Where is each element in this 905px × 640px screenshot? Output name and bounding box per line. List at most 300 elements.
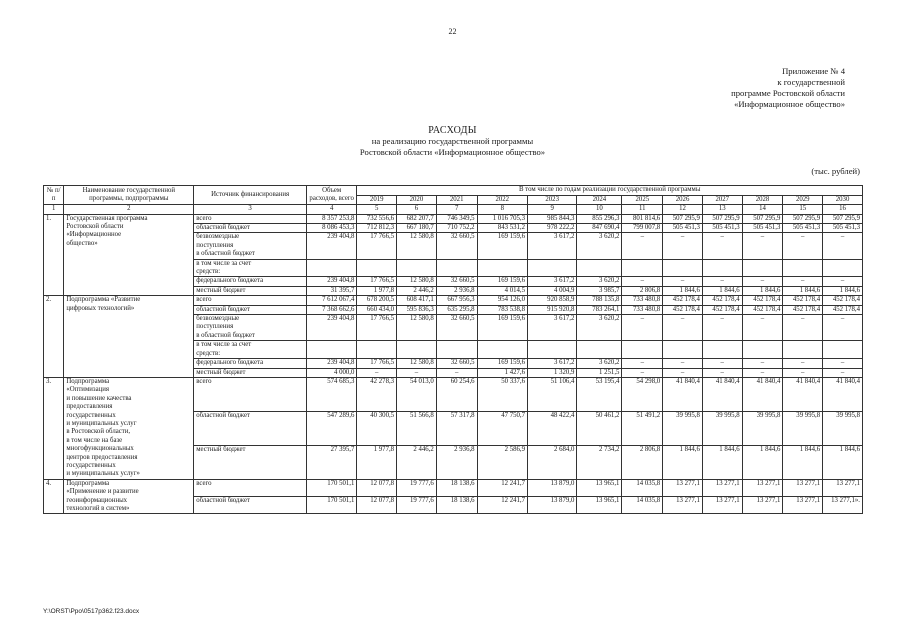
total-value: 8 357 253,8 — [306, 214, 356, 223]
year-value: 32 660,5 — [436, 233, 477, 259]
year-value: 12 077,8 — [357, 497, 397, 514]
year-value: 843 531,2 — [477, 224, 527, 233]
header-year: 2030 — [823, 195, 863, 205]
year-value: 13 277,1 — [742, 479, 783, 496]
year-value: 855 296,3 — [577, 214, 622, 223]
year-value: 1 844,6 — [663, 286, 703, 295]
file-path-footer: Y:\ORST\Ppo\0517p362.f23.docx — [43, 608, 140, 615]
year-value — [397, 341, 437, 359]
year-value: – — [663, 359, 703, 368]
year-value: 505 451,3 — [663, 224, 703, 233]
year-value: 682 207,7 — [397, 214, 437, 223]
year-value: 17 766,5 — [357, 277, 397, 286]
year-value: 1 977,8 — [357, 445, 397, 479]
year-value: 48 422,4 — [528, 411, 577, 445]
year-value: 13 277,1 — [742, 497, 783, 514]
year-value: 17 766,5 — [357, 315, 397, 341]
header-year: 2025 — [622, 195, 663, 205]
row-number: 1. — [44, 214, 64, 296]
year-value: 2 806,8 — [622, 286, 663, 295]
year-value: 1 427,6 — [477, 368, 527, 377]
document-subtitle: Ростовской области «Информационное общество» — [359, 147, 546, 157]
year-value: 978 222,2 — [528, 224, 577, 233]
year-value: 507 295,9 — [783, 214, 823, 223]
year-value: 4 014,5 — [477, 286, 527, 295]
header-years-group: В том числе по годам реализации государственной программы — [357, 186, 863, 196]
year-value: 18 138,6 — [436, 479, 477, 496]
year-value: 507 295,9 — [702, 214, 742, 223]
header-row — [44, 186, 863, 196]
column-index: 9 — [528, 205, 577, 214]
year-value: 12 580,8 — [397, 277, 437, 286]
year-value: 41 840,4 — [742, 377, 783, 411]
year-value: 1 844,6 — [702, 286, 742, 295]
year-value: 660 434,0 — [357, 305, 397, 314]
year-value: – — [663, 315, 703, 341]
year-value: – — [783, 368, 823, 377]
year-value: 2 806,8 — [622, 445, 663, 479]
year-value: 1 251,5 — [577, 368, 622, 377]
year-value: 452 178,4 — [702, 296, 742, 305]
year-value: 39 995,8 — [823, 411, 863, 445]
header-source: Источник финансирования — [194, 186, 307, 205]
year-value: – — [622, 368, 663, 377]
funding-source: местный бюджет — [194, 286, 307, 295]
year-value — [823, 259, 863, 277]
year-value: 505 451,3 — [823, 224, 863, 233]
program-name: Государственная программа Ростовской области «Информационное общество» — [64, 214, 194, 296]
year-value: 18 138,6 — [436, 497, 477, 514]
program-name: Подпрограмма «Развитие цифровых технологий» — [64, 296, 194, 378]
year-value: 13 879,0 — [528, 497, 577, 514]
year-value: 12 580,8 — [397, 315, 437, 341]
header-year: 2029 — [783, 195, 823, 205]
year-value: – — [663, 368, 703, 377]
year-value: 169 159,6 — [477, 233, 527, 259]
year-value: 13 965,1 — [577, 497, 622, 514]
year-value: – — [823, 315, 863, 341]
year-value — [663, 259, 703, 277]
year-value: 13 277,1 — [663, 479, 703, 496]
year-value: 505 451,3 — [783, 224, 823, 233]
table-row — [44, 377, 863, 411]
funding-source: всего — [194, 377, 307, 411]
year-value: – — [702, 359, 742, 368]
year-value: – — [783, 315, 823, 341]
year-value: 783 264,1 — [577, 305, 622, 314]
year-value: 712 812,3 — [357, 224, 397, 233]
year-value: – — [783, 233, 823, 259]
total-value: 8 086 453,3 — [306, 224, 356, 233]
year-value — [783, 341, 823, 359]
year-value: – — [622, 233, 663, 259]
total-value: 239 404,8 — [306, 359, 356, 368]
table-row — [44, 296, 863, 305]
year-value: 920 858,9 — [528, 296, 577, 305]
year-value: 507 295,9 — [663, 214, 703, 223]
year-value: – — [783, 359, 823, 368]
funding-source: местный бюджет — [194, 368, 307, 377]
year-value: 452 178,4 — [823, 305, 863, 314]
year-value: 1 844,6 — [823, 286, 863, 295]
total-value: 239 404,8 — [306, 277, 356, 286]
table-header — [44, 186, 863, 215]
year-value: 32 660,5 — [436, 315, 477, 341]
header-year: 2024 — [577, 195, 622, 205]
year-value: 595 836,3 — [397, 305, 437, 314]
year-value: 4 004,9 — [528, 286, 577, 295]
year-value: 3 620,2 — [577, 315, 622, 341]
year-value — [702, 341, 742, 359]
funding-source: областной бюджет — [194, 497, 307, 514]
year-value — [783, 259, 823, 277]
document-heading — [0, 125, 905, 158]
column-index: 14 — [742, 205, 783, 214]
total-value: 7 368 662,6 — [306, 305, 356, 314]
year-value: 54 298,0 — [622, 377, 663, 411]
year-value: 746 349,5 — [436, 214, 477, 223]
year-value: 452 178,4 — [663, 305, 703, 314]
total-value: 547 289,6 — [306, 411, 356, 445]
table-body — [44, 214, 863, 514]
year-value: 1 844,6 — [702, 445, 742, 479]
year-value: 57 317,8 — [436, 411, 477, 445]
year-value: 13 277,1 — [663, 497, 703, 514]
year-value — [357, 259, 397, 277]
year-value: 41 840,4 — [783, 377, 823, 411]
row-number: 2. — [44, 296, 64, 378]
total-value: 31 395,7 — [306, 286, 356, 295]
year-value — [436, 341, 477, 359]
total-value: 170 501,1 — [306, 497, 356, 514]
year-value: 2 586,9 — [477, 445, 527, 479]
column-index: 10 — [577, 205, 622, 214]
year-value: 13 879,0 — [528, 479, 577, 496]
table-row — [44, 214, 863, 223]
year-value: 169 159,6 — [477, 359, 527, 368]
year-value: 733 480,8 — [622, 305, 663, 314]
total-value: 4 000,0 — [306, 368, 356, 377]
column-index: 3 — [194, 205, 307, 214]
year-value: 608 417,1 — [397, 296, 437, 305]
header-year: 2019 — [357, 195, 397, 205]
header-year: 2026 — [663, 195, 703, 205]
column-index: 6 — [397, 205, 437, 214]
year-value: 667 956,3 — [436, 296, 477, 305]
year-value — [742, 259, 783, 277]
row-number: 3. — [44, 377, 64, 479]
year-value — [577, 341, 622, 359]
year-value: – — [663, 277, 703, 286]
funding-source: федерального бюджета — [194, 277, 307, 286]
header-name: Наименование государственной программы, подпрограммы — [64, 186, 194, 205]
year-value — [397, 259, 437, 277]
year-value: 452 178,4 — [742, 305, 783, 314]
year-value: – — [742, 359, 783, 368]
year-value — [477, 259, 527, 277]
year-value: 1 844,6 — [783, 286, 823, 295]
year-value: 41 840,4 — [663, 377, 703, 411]
year-value: 12 077,8 — [357, 479, 397, 496]
year-value: – — [823, 233, 863, 259]
year-value: 2 734,2 — [577, 445, 622, 479]
total-value — [306, 341, 356, 359]
year-value: 678 200,5 — [357, 296, 397, 305]
year-value: – — [742, 277, 783, 286]
year-value: 3 617,2 — [528, 315, 577, 341]
year-value: – — [436, 368, 477, 377]
year-value: 50 461,2 — [577, 411, 622, 445]
year-value: 505 451,3 — [742, 224, 783, 233]
year-value: 13 965,1 — [577, 479, 622, 496]
year-value: 507 295,9 — [823, 214, 863, 223]
header-total: Объем расходов, всего — [306, 186, 356, 205]
year-value: 452 178,4 — [702, 305, 742, 314]
year-value: 1 844,6 — [663, 445, 703, 479]
year-value: 732 556,6 — [357, 214, 397, 223]
funding-source: всего — [194, 296, 307, 305]
document-subtitle: на реализацию государственной программы — [371, 136, 534, 146]
column-index: 11 — [622, 205, 663, 214]
year-value: 13 277,1 — [823, 479, 863, 496]
year-value: 3 620,2 — [577, 359, 622, 368]
program-name: Подпрограмма «Применение и развитие геоинформационных технологий в систем» — [64, 479, 194, 514]
year-value: 13 277,1 — [783, 497, 823, 514]
year-value: – — [742, 315, 783, 341]
row-number: 4. — [44, 479, 64, 514]
year-value: – — [823, 277, 863, 286]
funding-source: в том числе за счет средств: — [194, 259, 307, 277]
expenses-table — [43, 185, 863, 514]
year-value: 3 617,2 — [528, 359, 577, 368]
year-value: 667 180,7 — [397, 224, 437, 233]
appendix-line: программе Ростовской области — [731, 88, 845, 98]
year-value: 507 295,9 — [742, 214, 783, 223]
year-value: – — [702, 277, 742, 286]
year-value: 783 538,8 — [477, 305, 527, 314]
total-value: 7 612 067,4 — [306, 296, 356, 305]
appendix-line: к государственной — [777, 77, 845, 87]
year-value: 39 995,8 — [742, 411, 783, 445]
year-value: 801 814,6 — [622, 214, 663, 223]
year-value: – — [397, 368, 437, 377]
year-value: 13 277,1». — [823, 497, 863, 514]
year-value: 12 241,7 — [477, 479, 527, 496]
year-value: 40 300,5 — [357, 411, 397, 445]
year-value: 3 620,2 — [577, 233, 622, 259]
year-value: 14 035,8 — [622, 479, 663, 496]
document-title: РАСХОДЫ — [428, 125, 477, 136]
funding-source: областной бюджет — [194, 411, 307, 445]
column-index: 8 — [477, 205, 527, 214]
year-value: 733 480,8 — [622, 296, 663, 305]
year-value: 17 766,5 — [357, 359, 397, 368]
year-value: – — [823, 368, 863, 377]
year-value: 985 844,3 — [528, 214, 577, 223]
year-value: 847 690,4 — [577, 224, 622, 233]
appendix-line: Приложение № 4 — [782, 66, 845, 76]
year-value: 452 178,4 — [742, 296, 783, 305]
year-value: 2 446,2 — [397, 286, 437, 295]
header-year: 2028 — [742, 195, 783, 205]
year-value — [702, 259, 742, 277]
year-value: – — [663, 233, 703, 259]
header-year: 2027 — [702, 195, 742, 205]
year-value: 13 277,1 — [783, 479, 823, 496]
year-value: 2 446,2 — [397, 445, 437, 479]
year-value: 54 013,0 — [397, 377, 437, 411]
year-value: 452 178,4 — [783, 305, 823, 314]
year-value: 12 241,7 — [477, 497, 527, 514]
year-value: 12 580,8 — [397, 359, 437, 368]
year-value: 1 977,8 — [357, 286, 397, 295]
year-value: 799 007,8 — [622, 224, 663, 233]
year-value — [577, 259, 622, 277]
year-value — [477, 341, 527, 359]
year-value — [528, 259, 577, 277]
year-value: – — [622, 315, 663, 341]
column-index: 16 — [823, 205, 863, 214]
funding-source: безвозмездные поступления в областной бюджет — [194, 315, 307, 341]
year-value — [622, 259, 663, 277]
year-value: 3 985,7 — [577, 286, 622, 295]
year-value: 60 254,6 — [436, 377, 477, 411]
year-value: 1 016 705,3 — [477, 214, 527, 223]
table-row — [44, 479, 863, 496]
year-value: – — [742, 368, 783, 377]
funding-source: безвозмездные поступления в областной бюджет — [194, 233, 307, 259]
year-value: 2 684,0 — [528, 445, 577, 479]
year-value: 169 159,6 — [477, 315, 527, 341]
year-value: 3 620,2 — [577, 277, 622, 286]
year-value: 710 752,2 — [436, 224, 477, 233]
year-value: – — [702, 368, 742, 377]
year-value: 13 277,1 — [702, 497, 742, 514]
header-year: 2021 — [436, 195, 477, 205]
year-value: 452 178,4 — [783, 296, 823, 305]
year-value: 1 844,6 — [742, 445, 783, 479]
header-year: 2022 — [477, 195, 527, 205]
year-value: – — [783, 277, 823, 286]
year-value: 53 195,4 — [577, 377, 622, 411]
funding-source: в том числе за счет средств: — [194, 341, 307, 359]
year-value: 14 035,8 — [622, 497, 663, 514]
year-value: 42 278,3 — [357, 377, 397, 411]
funding-source: всего — [194, 479, 307, 496]
year-value — [436, 259, 477, 277]
column-index: 5 — [357, 205, 397, 214]
year-value: 1 844,6 — [742, 286, 783, 295]
year-value: 3 617,2 — [528, 233, 577, 259]
funding-source: областной бюджет — [194, 224, 307, 233]
funding-source: всего — [194, 214, 307, 223]
year-value: 505 451,3 — [702, 224, 742, 233]
year-value: – — [357, 368, 397, 377]
year-value — [528, 341, 577, 359]
year-value — [663, 341, 703, 359]
header-year: 2020 — [397, 195, 437, 205]
program-name: Подпрограмма «Оптимизация и повышение качества предоставления государственных и муниципальных услуг в Ростовской области, в том числе на базе многофункциональных центров предоставления государственных и муниципальных услуг» — [64, 377, 194, 479]
page-number: 22 — [448, 27, 457, 36]
column-index: 13 — [702, 205, 742, 214]
column-index: 7 — [436, 205, 477, 214]
year-value: 788 135,8 — [577, 296, 622, 305]
column-index-row — [44, 205, 863, 214]
total-value: 170 501,1 — [306, 479, 356, 496]
year-value: 3 617,2 — [528, 277, 577, 286]
year-value: 39 995,8 — [783, 411, 823, 445]
year-value: 41 840,4 — [702, 377, 742, 411]
year-value: 39 995,8 — [702, 411, 742, 445]
year-value: 19 777,6 — [397, 479, 437, 496]
year-value: 452 178,4 — [663, 296, 703, 305]
year-value: 452 178,4 — [823, 296, 863, 305]
total-value: 239 404,8 — [306, 233, 356, 259]
funding-source: областной бюджет — [194, 305, 307, 314]
year-value — [622, 341, 663, 359]
column-index: 15 — [783, 205, 823, 214]
year-value — [742, 341, 783, 359]
year-value: – — [702, 315, 742, 341]
year-value: – — [702, 233, 742, 259]
units-note: (тыс. рублей) — [811, 166, 860, 176]
funding-source: местный бюджет — [194, 445, 307, 479]
total-value — [306, 259, 356, 277]
total-value: 239 404,8 — [306, 315, 356, 341]
year-value — [823, 341, 863, 359]
year-value: 2 936,8 — [436, 286, 477, 295]
year-value: 954 126,0 — [477, 296, 527, 305]
year-value: 915 920,8 — [528, 305, 577, 314]
funding-source: федерального бюджета — [194, 359, 307, 368]
year-value: 39 995,8 — [663, 411, 703, 445]
year-value: 32 660,5 — [436, 359, 477, 368]
column-index: 1 — [44, 205, 64, 214]
year-value: – — [622, 277, 663, 286]
year-value: – — [742, 233, 783, 259]
year-value: 169 159,6 — [477, 277, 527, 286]
year-value: 1 844,6 — [823, 445, 863, 479]
year-value: 2 936,8 — [436, 445, 477, 479]
appendix-note — [731, 66, 845, 110]
year-value: 13 277,1 — [702, 479, 742, 496]
year-value: – — [622, 359, 663, 368]
year-value: 19 777,6 — [397, 497, 437, 514]
year-value: 51 106,4 — [528, 377, 577, 411]
year-value: 47 750,7 — [477, 411, 527, 445]
year-value — [357, 341, 397, 359]
year-value: 1 320,9 — [528, 368, 577, 377]
column-index: 4 — [306, 205, 356, 214]
column-index: 2 — [64, 205, 194, 214]
header-year: 2023 — [528, 195, 577, 205]
year-value: 51 566,8 — [397, 411, 437, 445]
year-value: 50 337,6 — [477, 377, 527, 411]
year-value: – — [823, 359, 863, 368]
year-value: 41 840,4 — [823, 377, 863, 411]
year-value: 51 491,2 — [622, 411, 663, 445]
appendix-line: «Информационное общество» — [734, 99, 845, 109]
header-number: № п/п — [44, 186, 64, 205]
column-index: 12 — [663, 205, 703, 214]
year-value: 12 580,8 — [397, 233, 437, 259]
year-value: 32 660,5 — [436, 277, 477, 286]
year-value: 1 844,6 — [783, 445, 823, 479]
year-value: 635 295,8 — [436, 305, 477, 314]
total-value: 574 685,3 — [306, 377, 356, 411]
total-value: 27 395,7 — [306, 445, 356, 479]
year-value: 17 766,5 — [357, 233, 397, 259]
